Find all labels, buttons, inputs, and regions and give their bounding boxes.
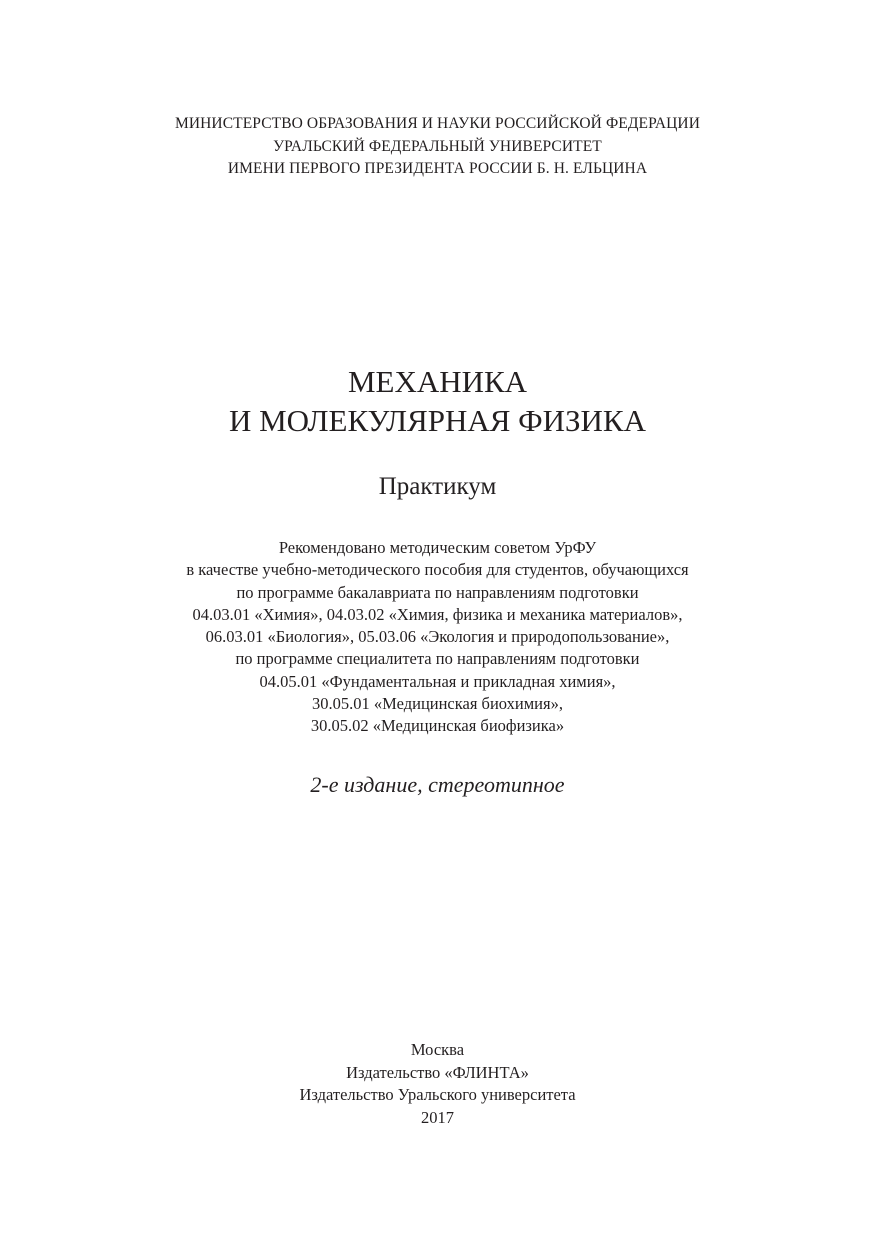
imprint-publisher-flinta: Издательство «ФЛИНТА»	[346, 1062, 529, 1082]
university-line: УРАЛЬСКИЙ ФЕДЕРАЛЬНЫЙ УНИВЕРСИТЕТ	[273, 137, 602, 155]
imprint-publisher-urfu: Издательство Уральского университета	[299, 1085, 576, 1104]
imprint	[0, 1039, 875, 1129]
recommendation-line: в качестве учебно-методического пособия для студентов, обучающихся	[186, 560, 689, 580]
recommendation-line: 04.03.01 «Химия», 04.03.02 «Химия, физика и механика материалов»,	[192, 604, 683, 624]
recommendation-line: 04.05.01 «Фундаментальная и прикладная химия»,	[259, 671, 616, 691]
imprint-year: 2017	[421, 1107, 454, 1127]
ministry-line: МИНИСТЕРСТВО ОБРАЗОВАНИЯ И НАУКИ РОССИЙСКОЙ ФЕДЕРАЦИИ	[174, 115, 701, 132]
title-line-2: И МОЛЕКУЛЯРНАЯ ФИЗИКА	[228, 403, 647, 438]
recommendation-note	[0, 537, 875, 738]
book-title	[0, 362, 875, 440]
edition-text: 2-е издание, стереотипное	[310, 772, 565, 797]
recommendation-line: 30.05.02 «Медицинская биофизика»	[310, 716, 565, 736]
recommendation-line: по программе специалитета по направлениям подготовки	[235, 649, 640, 669]
edition-note	[0, 770, 875, 800]
ministry-header	[0, 113, 875, 181]
book-subtitle	[0, 471, 875, 503]
recommendation-line: 06.03.01 «Биология», 05.03.06 «Экология и природопользование»,	[205, 627, 670, 647]
recommendation-line: 30.05.01 «Медицинская биохимия»,	[312, 694, 563, 714]
recommendation-line: Рекомендовано методическим советом УрФУ	[278, 538, 597, 557]
subtitle-text: Практикум	[378, 473, 497, 500]
title-line-1: МЕХАНИКА	[347, 364, 528, 399]
recommendation-line: по программе бакалавриата по направлениям подготовки	[236, 582, 639, 602]
imprint-city: Москва	[410, 1040, 465, 1059]
university-name-line: ИМЕНИ ПЕРВОГО ПРЕЗИДЕНТА РОССИИ Б. Н. ЕЛЬЦИНА	[227, 160, 648, 177]
